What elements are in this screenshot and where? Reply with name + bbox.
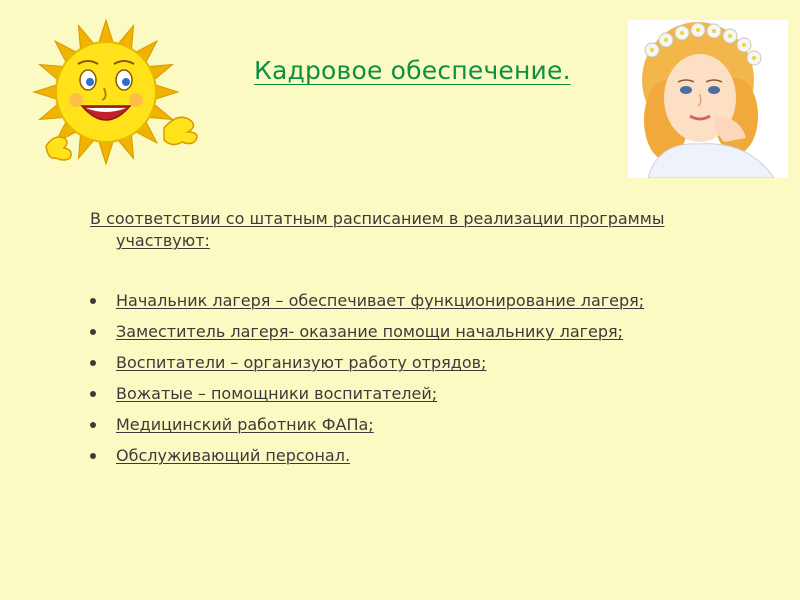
list-item: Начальник лагеря – обеспечивает функционирование лагеря; [90,290,740,311]
intro-text [90,208,740,252]
bullet-icon [90,453,96,459]
bullet-icon [90,391,96,397]
girl-portrait-image [628,20,788,178]
list-item: Вожатые – помощники воспитателей; [90,383,740,404]
page-title: Кадровое обеспечение. [254,56,571,85]
smiling-sun-icon [26,18,202,172]
list-item: Заместитель лагеря- оказание помощи начальнику лагеря; [90,321,740,342]
bullet-icon [90,298,96,304]
list-item: Обслуживающий персонал. [90,445,740,466]
bullet-icon [90,422,96,428]
staff-list [90,290,740,476]
list-item: Воспитатели – организуют работу отрядов; [90,352,740,373]
list-item: Медицинский работник ФАПа; [90,414,740,435]
bullet-icon [90,329,96,335]
intro-text-content: В соответствии со штатным расписанием в реализации программы участвуют: [90,209,665,250]
bullet-icon [90,360,96,366]
